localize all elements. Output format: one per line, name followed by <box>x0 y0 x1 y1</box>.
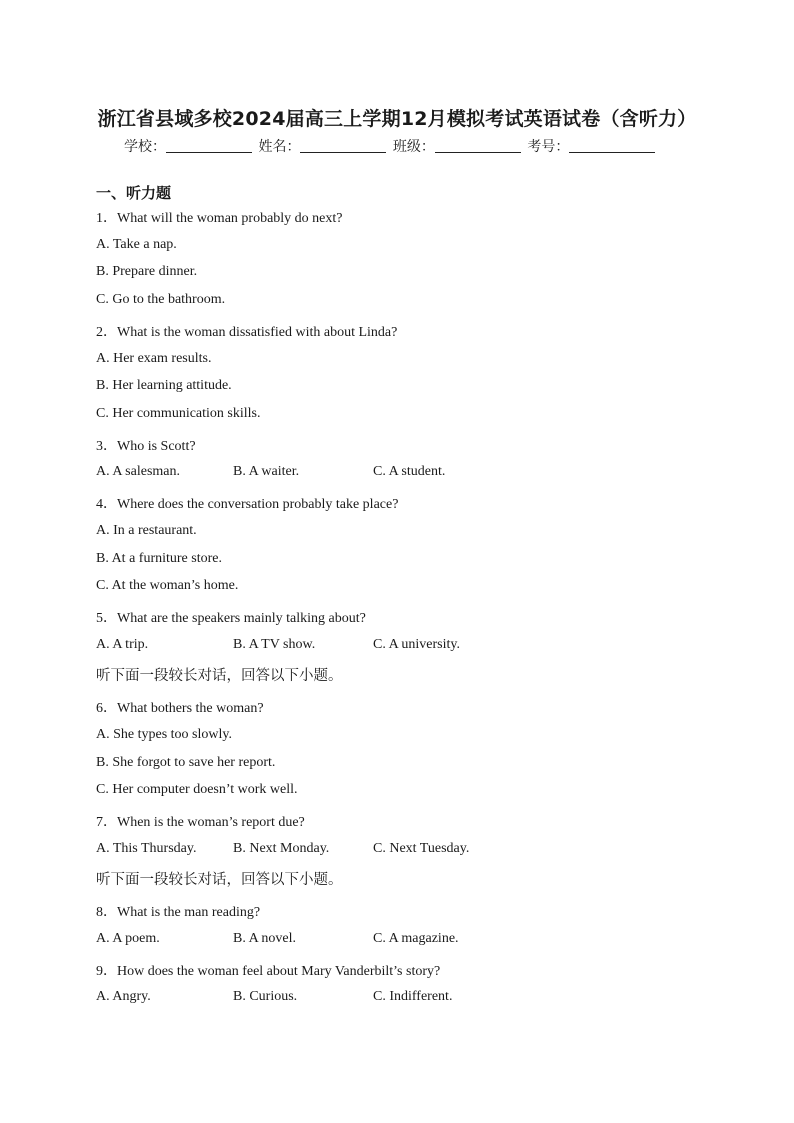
question-5: 5．What are the speakers mainly talking about? <box>96 611 366 626</box>
school-blank[interactable] <box>166 138 252 153</box>
option-8a: A. A poem. <box>96 931 160 946</box>
option-2b: B. Her learning attitude. <box>96 378 232 393</box>
option-7a: A. This Thursday. <box>96 841 197 856</box>
option-4a: A. In a restaurant. <box>96 523 197 538</box>
option-8c: C. A magazine. <box>373 931 459 946</box>
question-7: 7．When is the woman’s report due? <box>96 815 305 830</box>
question-1: 1．What will the woman probably do next? <box>96 211 343 226</box>
option-4c: C. At the woman’s home. <box>96 578 239 593</box>
question-8: 8．What is the man reading? <box>96 905 261 920</box>
student-info-line <box>124 136 657 156</box>
class-blank[interactable] <box>435 138 521 153</box>
name-label: 姓名： <box>258 139 301 155</box>
school-label: 学校： <box>124 139 166 155</box>
instruction-2: 听下面一段较长对话，回答以下小题。 <box>96 872 343 888</box>
option-7b: B. Next Monday. <box>233 841 330 856</box>
option-6b: B. She forgot to save her report. <box>96 755 276 770</box>
question-9: 9．How does the woman feel about Mary Vanderbilt’s story? <box>96 964 441 979</box>
option-4b: B. At a furniture store. <box>96 551 222 566</box>
page-title: 浙江省县域多校2024届高三上学期12月模拟考试英语试卷（含听力） <box>97 108 697 130</box>
option-7c: C. Next Tuesday. <box>373 841 470 856</box>
question-4: 4．Where does the conversation probably take place? <box>96 497 399 512</box>
section-title: 一、听力题 <box>96 184 172 202</box>
question-3: 3．Who is Scott? <box>96 439 196 454</box>
option-1c: C. Go to the bathroom. <box>96 292 226 307</box>
number-label: 考号： <box>527 139 570 155</box>
option-2a: A. Her exam results. <box>96 351 212 366</box>
question-2: 2．What is the woman dissatisfied with about Linda? <box>96 325 398 340</box>
name-blank[interactable] <box>300 138 386 153</box>
class-label: 班级： <box>392 139 435 155</box>
option-5a: A. A trip. <box>96 637 149 652</box>
option-2c: C. Her communication skills. <box>96 406 261 421</box>
option-5c: C. A university. <box>373 637 460 652</box>
option-8b: B. A novel. <box>233 931 297 946</box>
option-3a: A. A salesman. <box>96 464 180 479</box>
question-6: 6．What bothers the woman? <box>96 701 264 716</box>
option-9b: B. Curious. <box>233 989 298 1004</box>
instruction-1: 听下面一段较长对话，回答以下小题。 <box>96 668 343 684</box>
option-9c: C. Indifferent. <box>373 989 453 1004</box>
option-5b: B. A TV show. <box>233 637 316 652</box>
number-blank[interactable] <box>569 138 655 153</box>
option-1a: A. Take a nap. <box>96 237 177 252</box>
option-6a: A. She types too slowly. <box>96 727 232 742</box>
option-6c: C. Her computer doesn’t work well. <box>96 782 298 797</box>
option-9a: A. Angry. <box>96 989 151 1004</box>
option-3b: B. A waiter. <box>233 464 300 479</box>
option-3c: C. A student. <box>373 464 446 479</box>
option-1b: B. Prepare dinner. <box>96 264 198 279</box>
